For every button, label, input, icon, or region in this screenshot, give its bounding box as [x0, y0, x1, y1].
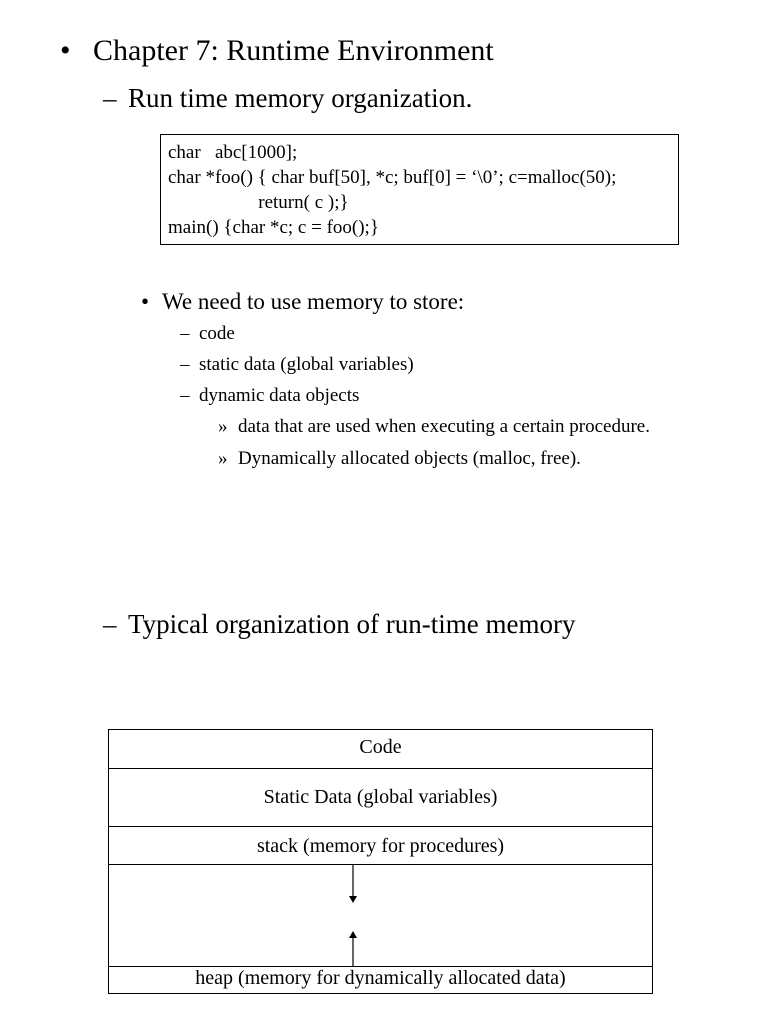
subtitle-runtime-memory [103, 82, 472, 114]
memory-layout-diagram [108, 729, 653, 994]
code-line: return( c );} [168, 192, 349, 213]
slide-title [60, 34, 494, 68]
stack-segment [109, 827, 652, 865]
free-memory-region [109, 865, 652, 967]
static-data-segment [109, 769, 652, 827]
raquo-icon: » [218, 448, 228, 469]
subtitle-text: Run time memory organization. [128, 83, 473, 113]
code-segment-label: Code [359, 736, 402, 758]
heap-segment [109, 967, 652, 994]
list-item-text: dynamic data objects [199, 385, 360, 406]
code-line: char abc[1000]; [168, 142, 298, 163]
dash-icon: – [180, 354, 190, 375]
list-item-text: code [199, 323, 235, 344]
code-example-box [160, 134, 679, 245]
code-segment [109, 730, 652, 769]
slide-title-text: Chapter 7: Runtime Environment [93, 34, 494, 67]
raquo-icon: » [218, 416, 228, 437]
list-item [180, 384, 359, 408]
list-item [180, 322, 235, 346]
need-memory-bullet [141, 288, 464, 316]
need-memory-text: We need to use memory to store: [162, 289, 465, 314]
list-item-text: Dynamically allocated objects (malloc, free). [238, 448, 581, 469]
bullet-icon: • [60, 34, 71, 67]
dash-icon: – [103, 83, 117, 113]
list-item-text: static data (global variables) [199, 354, 414, 375]
dash-icon: – [180, 323, 190, 344]
dash-icon: – [103, 609, 117, 639]
code-line: char *foo() { char buf[50], *c; buf[0] = ‘\0’; c=malloc(50); [168, 167, 617, 188]
subtitle-typical-organization [103, 608, 575, 640]
heap-label: heap (memory for dynamically allocated data) [195, 967, 566, 989]
list-item-text: data that are used when executing a certain procedure. [238, 416, 650, 437]
static-data-label: Static Data (global variables) [263, 786, 498, 808]
subtitle-text: Typical organization of run-time memory [128, 609, 576, 639]
list-item [218, 447, 581, 471]
stack-label: stack (memory for procedures) [256, 835, 505, 857]
list-item [218, 415, 650, 439]
bullet-icon: • [141, 289, 150, 314]
list-item [180, 353, 414, 377]
growth-arrows-icon [343, 865, 363, 967]
dash-icon: – [180, 385, 190, 406]
code-line: main() {char *c; c = foo();} [168, 217, 379, 238]
